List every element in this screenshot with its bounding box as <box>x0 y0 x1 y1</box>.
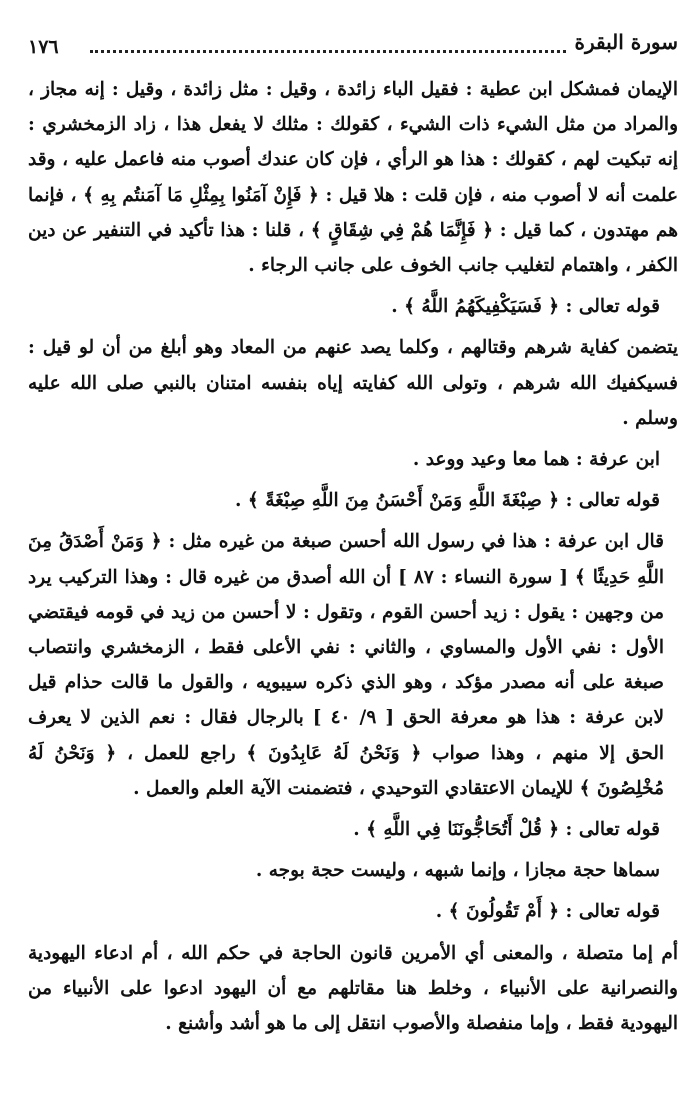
paragraph-4: سماها حجة مجازا ، وإنما شبهه ، وليست حجة بوجه . <box>255 860 660 882</box>
page-header <box>28 0 678 62</box>
verse-heading-1: قوله تعالى : ﴿ فَسَيَكْفِيكَهُمُ اللَّهُ ﴾ . <box>391 296 660 318</box>
body-text <box>28 72 678 1047</box>
verse-heading-2: قوله تعالى : ﴿ صِبْغَةَ اللَّهِ وَمَنْ أَحْسَنُ مِنَ اللَّهِ صِبْغَةً ﴾ . <box>235 490 660 512</box>
page-number: ١٧٦ <box>28 36 59 58</box>
paragraph-1: الإيمان فمشكل ابن عطية : فقيل الباء زائدة ، وقيل : مثل زائدة ، وقيل : إنه مجاز ، والمراد من مثل الشيء ذات الشيء ، كقولك : مثلك لا يفعل هذا ، زاد الزمخشري : إنه تبكيت لهم ، كقولك : هذا هو الرأي ، فإن كان عندك أصوب منه فاعمل عليه ، وقد علمت أنه لا أصوب منه ، فإن قلت : هلا قيل : ﴿ فَإِنْ آمَنُوا بِمِثْلِ مَا آمَنتُم بِهِ ﴾ ، فإنما هم مهتدون ، كما قيل : ﴿ فَإِنَّمَا هُمْ فِي شِقَاقٍ ﴾ ، قلنا : هذا تأكيد في التنفير عن دين الكفر ، واهتمام لتغليب جانب الخوف على جانب الرجاء . <box>28 79 678 277</box>
paragraph-3: قال ابن عرفة : هذا في رسول الله أحسن صبغة من غيره مثل : ﴿ وَمَنْ أَصْدَقُ مِنَ اللَّهِ حَدِيثًا ﴾ [ سورة النساء : ٨٧ ] أن الله أصدق من غيره قال : وهذا التركيب يرد من وجهين : يقول : زيد أحسن القوم ، وتقول : لا أحسن من زيد في قومه فيقتضي الأول : نفي الأول والمساوي ، والثاني : نفي الأعلى فقط ، الزمخشري وانتصاب صبغة على أنه مصدر مؤكد ، وهو الذي ذكره سيبويه ، والقول ما قالت حذام قيل لابن عرفة : هذا هو معرفة الحق [ ٩/ ٤٠ ] بالرجال فقال : نعم الذين لا يعرف الحق إلا منهم ، وهذا صواب ﴿ وَنَحْنُ لَهُ عَابِدُونَ ﴾ راجع للعمل ، ﴿ وَنَحْنُ لَهُ مُخْلِصُونَ ﴾ للإيمان الاعتقادي التوحيدي ، فتضمنت الآية العلم والعمل . <box>28 531 664 799</box>
paragraph-5: أم إما متصلة ، والمعنى أي الأمرين قانون الحاجة في حكم الله ، أم ادعاء اليهودية والنصرانية على الأنبياء ، وخلط هنا مقاتلهم مع أن اليهود ادعوا على الأنبياء من اليهودية فقط ، وإما منفصلة والأصوب انتقل إلى ما هو أشد وأشنع . <box>28 942 678 1035</box>
verse-heading-3: قوله تعالى : ﴿ قُلْ أَتُحَاجُّونَنَا فِي اللَّهِ ﴾ . <box>353 819 660 841</box>
paragraph-2: يتضمن كفاية شرهم وقتالهم ، وكلما يصد عنهم من المعاد وهو أبلغ من أن لو قيل : فسيكفيك الله شرهم ، وتولى الله كفايته إياه بنفسه امتنان بالنبي صلى الله عليه وسلم . <box>28 337 678 429</box>
verse-heading-4: قوله تعالى : ﴿ أَمْ تَقُولُونَ ﴾ . <box>435 901 660 923</box>
ibn-arafa-note: ابن عرفة : هما معا وعيد ووعد . <box>412 449 660 471</box>
document-page <box>28 0 678 1094</box>
header-dotted-rule <box>90 50 566 53</box>
surah-title: سورة البقرة <box>574 30 678 54</box>
